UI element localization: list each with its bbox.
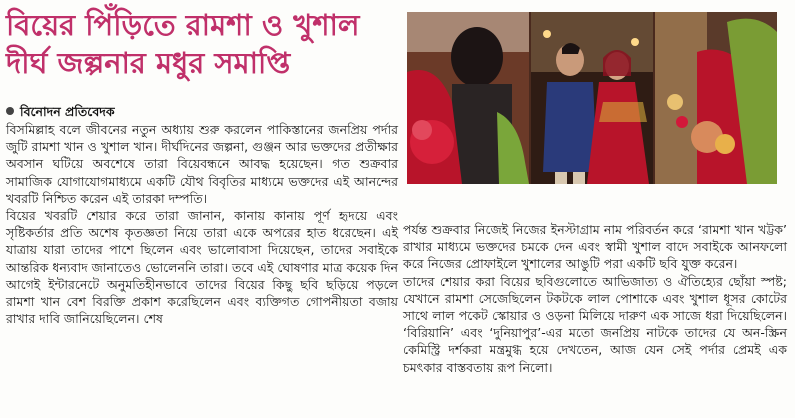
article-column-left bbox=[6, 121, 398, 327]
byline-text: বিনোদন প্রতিবেদক bbox=[20, 104, 115, 119]
paragraph: বিয়ের খবরটি শেয়ার করে তারা জানান, কানায় কানায় পূর্ণ হৃদয়ে এবং সৃষ্টিকর্তার প্রতি অশেষ কৃতজ্ঞতা নিয়ে তারা একে অপরের হাত ধরেছেন। এই যাত্রায় যারা তাদের পাশে ছিলেন এবং ভালোবাসা দিয়েছেন, তাদের সবাইকে আন্তরিক ধন্যবাদ জানাতেও ভোলেননি তারা। তবে এই ঘোষণার মাত্র কয়েক দিন আগেই ইন্টারনেটে অনুমতিহীনভাবে তাদের বিয়ের কিছু ছবি ছড়িয়ে পড়লে রামশা খান বেশ বিরক্তি প্রকাশ করেছিলেন এবং ব্যক্তিগত গোপনীয়তা বজায় রাখার দাবি জানিয়েছিলেন। শেষ bbox=[6, 208, 398, 327]
wedding-photo-collage bbox=[407, 12, 777, 184]
paragraph: তাদের শেয়ার করা বিয়ের ছবিগুলোতে আভিজাত্য ও ঐতিহ্যের ছোঁয়া স্পষ্ট; যেখানে রামশা সেজেছিলেন টকটকে লাল পোশাকে এবং খুশাল ধূসর কোটের সাথে লাল পকেট স্কোয়ার ও ওড়না মিলিয়ে দারুণ এক সাজে ধরা দিয়েছিলেন। ‘বিরিয়ানি’ এবং ‘দুনিয়াপুর’-এর মতো জনপ্রিয় নাটকে তাদের যে অন-স্ক্রিন কেমিস্ট্রি দর্শকরা মন্ত্রমুগ্ধ হয়ে দেখতেন, আজ যেন সেই পর্দার প্রেমই এক চমৎকার বাস্তবতায় রূপ নিলো। bbox=[403, 273, 787, 375]
bullet-icon bbox=[6, 107, 14, 115]
headline-line-1: বিয়ের পিঁড়িতে রামশা ও খুশাল bbox=[6, 8, 360, 42]
paragraph: বিসমিল্লাহ বলে জীবনের নতুন অধ্যায় শুরু করলেন পাকিস্তানের জনপ্রিয় পর্দার জুটি রামশা খান ও খুশাল খান। দীর্ঘদিনের জল্পনা, গুঞ্জন আর ভক্তদের প্রতীক্ষার অবসান ঘটিয়ে অবশেষে তারা বিয়েবন্ধনে আবদ্ধ হয়েছেন। গত শুক্রবার সামাজিক যোগাযোগমাধ্যমে একটি যৌথ বিবৃতির মাধ্যমে ভক্তদের এই আনন্দের খবরটি নিশ্চিত করেন এই তারকা দম্পতি। bbox=[6, 122, 398, 206]
paragraph: পর্যন্ত শুক্রবার নিজেই নিজের ইনস্টাগ্রাম নাম পরিবর্তন করে ‘রামশা খান খট্টক’ রাখার মাধ্যমে ভক্তদের চমকে দেন এবং স্বামী খুশাল বাদে সবাইকে আনফলো করে নিজের প্রোফাইলে খুশালের আঙুটি পরা একটি ছবি যুক্ত করেন। bbox=[403, 222, 787, 272]
headline bbox=[6, 6, 398, 82]
headline-line-2: দীর্ঘ জল্পনার মধুর সমাপ্তি bbox=[6, 46, 291, 80]
photo-illustration bbox=[407, 12, 777, 184]
article-column-right bbox=[403, 221, 787, 376]
